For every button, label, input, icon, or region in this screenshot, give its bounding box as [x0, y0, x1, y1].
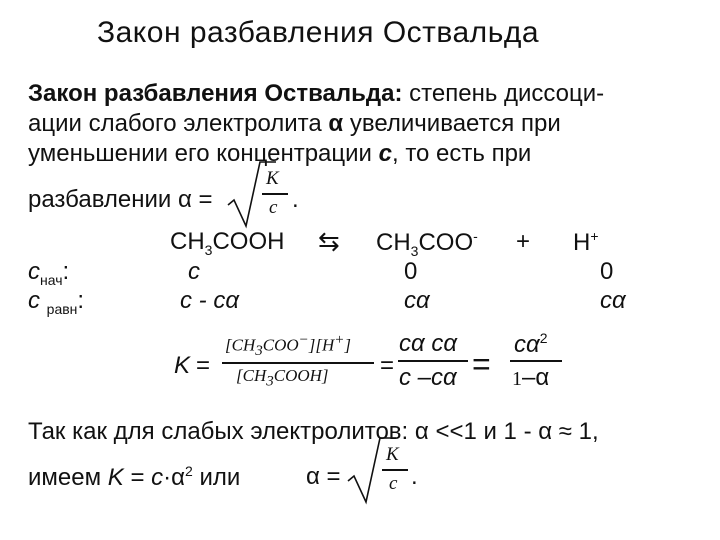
definition-line-3: [28, 140, 531, 168]
constant-denominator: $[CH_3COOH]$: [236, 366, 329, 390]
equals-sign: =: [196, 352, 211, 379]
constant-symbol: K: [174, 352, 191, 379]
period: .: [411, 463, 418, 490]
radical-numerator: K: [266, 168, 279, 189]
definition-text: , то есть при: [391, 140, 532, 167]
radical-denominator: c: [389, 473, 398, 494]
radical-denominator: c: [269, 197, 278, 218]
definition-line-2: [28, 110, 561, 138]
concentration-symbol: с: [378, 140, 392, 167]
third-fraction-denominator: 1–α: [512, 364, 550, 391]
radical-numerator: K: [386, 444, 399, 465]
second-fraction-denominator: с –сα: [399, 364, 457, 391]
definition-text: ации слабого электролита: [28, 110, 329, 137]
alpha-symbol: α: [328, 110, 344, 137]
initial-proton-value: 0: [600, 258, 614, 285]
fraction-bar: [398, 360, 468, 362]
equals-sign: =: [380, 352, 395, 379]
constant-numerator: $[CH_3COO^-][H^+]$: [225, 332, 352, 360]
proton-formula: H+: [573, 228, 599, 256]
definition-text: уменьшении его концентрации: [28, 140, 379, 167]
definition-line-1: [28, 80, 604, 108]
initial-concentration-label: $с_{нач}$:: [28, 258, 70, 288]
alpha-equals: α =: [306, 463, 341, 490]
fraction-bar: [510, 360, 562, 362]
fraction-bar: [222, 362, 374, 364]
acetate-ion-formula: $CH_3COO^-$: [376, 228, 478, 259]
fraction-bar: [382, 469, 408, 471]
equilibrium-proton-value: сα: [600, 287, 626, 314]
equilibrium-arrows-icon: ⇆: [318, 226, 340, 256]
definition-line-4: разбавлении α =: [28, 186, 213, 213]
period: .: [292, 186, 299, 213]
plus-sign: +: [516, 228, 531, 255]
equals-sign: =: [472, 346, 491, 382]
initial-acid-value: с: [188, 258, 200, 285]
conclusion-line-1: Так как для слабых электролитов: α <<1 и 1 - α ≈ 1,: [28, 418, 599, 445]
conclusion-line-2: имеем $K = с\cdot\alpha^2$ или: [28, 463, 241, 491]
equilibrium-anion-value: сα: [404, 287, 430, 314]
initial-anion-value: 0: [404, 258, 418, 285]
definition-text: степень диссоци-: [402, 80, 605, 107]
equilibrium-acid-value: с - сα: [180, 287, 240, 314]
third-fraction-numerator: $с\alpha^2$: [514, 330, 548, 358]
equilibrium-concentration-label: с $_{равн}$:: [28, 287, 85, 317]
acetic-acid-formula: $CH_3COOH$: [170, 228, 285, 258]
slide-title: Закон разбавления Оствальда: [97, 16, 540, 49]
definition-text: увеличивается при: [343, 110, 561, 137]
second-fraction-numerator: сα сα: [399, 330, 458, 357]
fraction-bar: [262, 193, 288, 195]
law-term: Закон разбавления Оствальда:: [28, 80, 403, 107]
